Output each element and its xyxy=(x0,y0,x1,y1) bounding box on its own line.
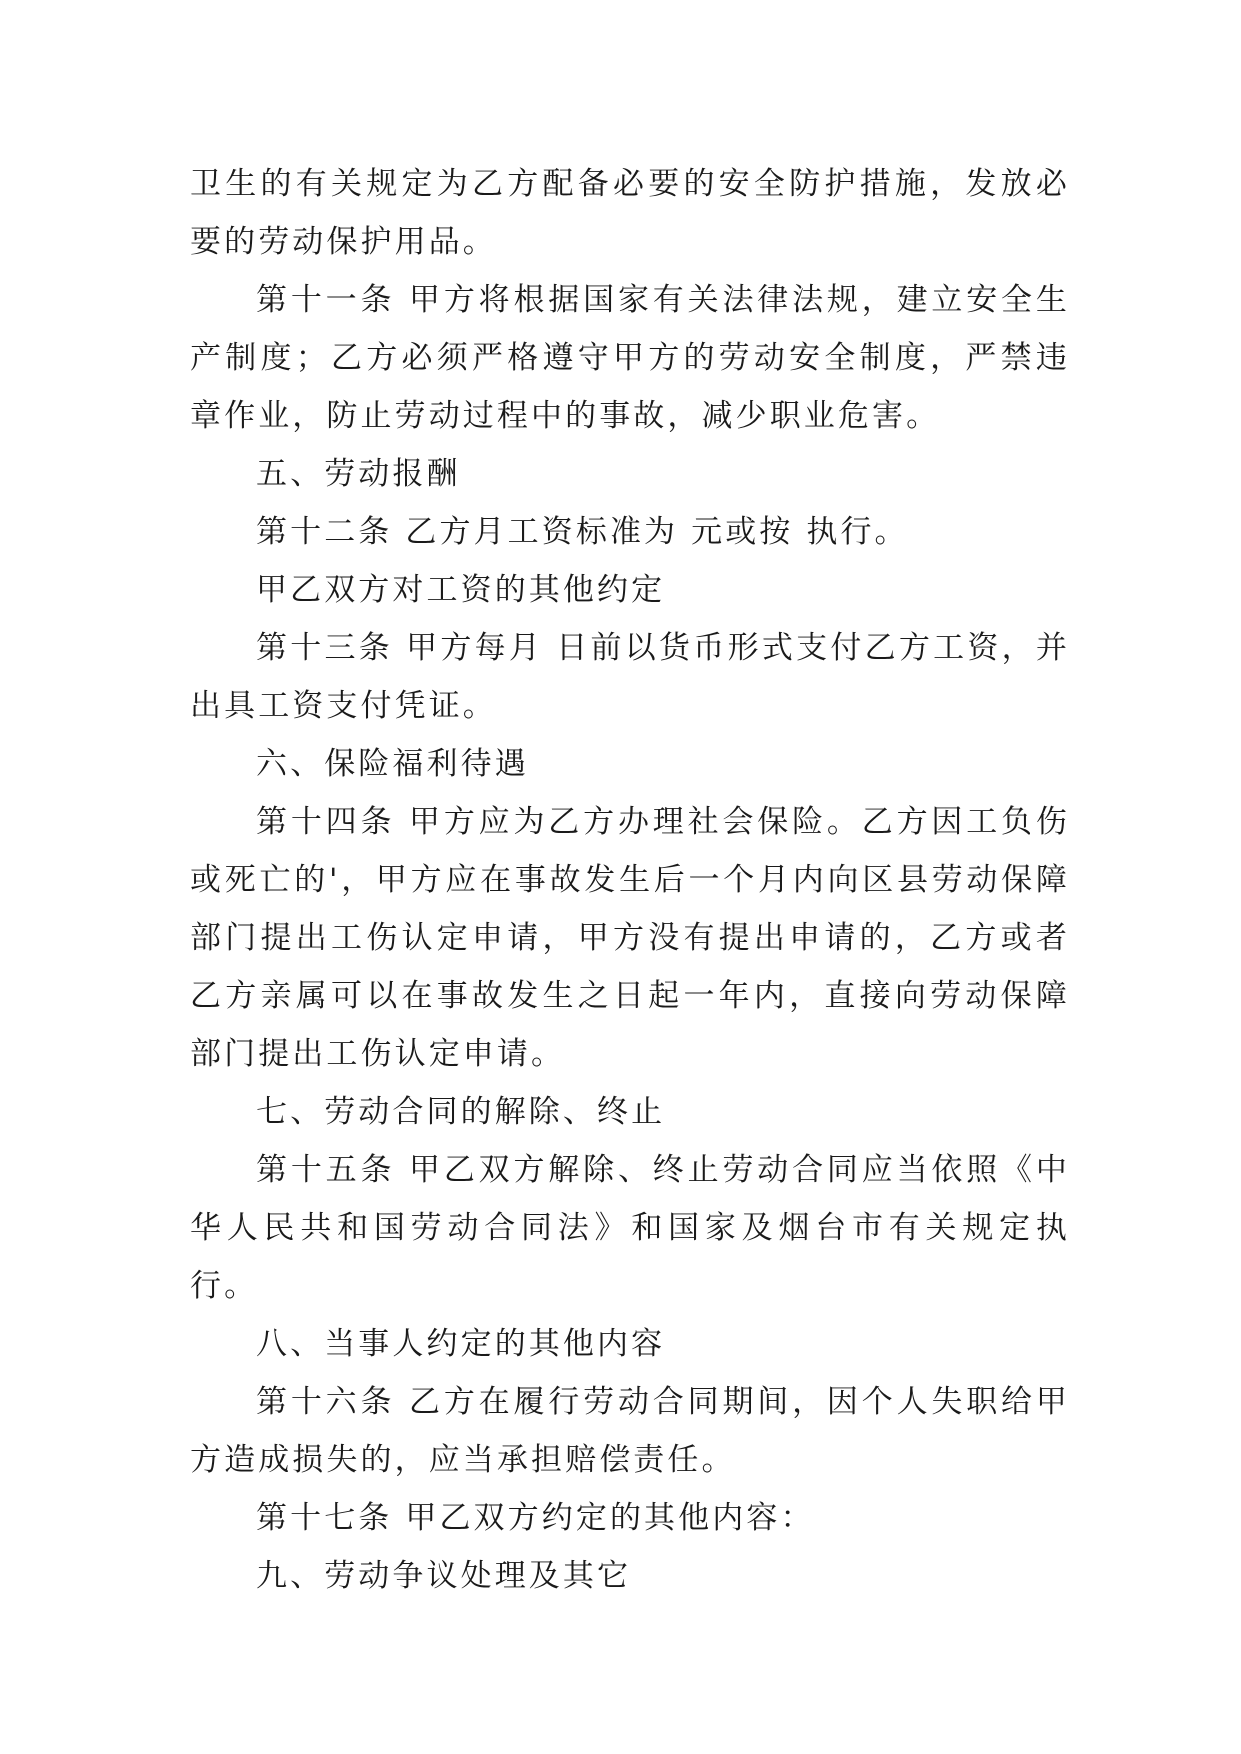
article-16: 第十六条 乙方在履行劳动合同期间，因个人失职给甲方造成损失的，应当承担赔偿责任。 xyxy=(190,1384,1070,1478)
section-heading-5: 五、劳动报酬 xyxy=(256,456,461,492)
section-heading-9: 九、劳动争议处理及其它 xyxy=(256,1558,632,1594)
article-14: 第十四条 甲方应为乙方办理社会保险。乙方因工负伤或死亡的'，甲方应在事故发生后一个月内向区县劳动保障部门提出工伤认定申请，甲方没有提出申请的，乙方或者乙方亲属可以在事故发生之日起一年内，直接向劳动保障部门提出工伤认定申请。 xyxy=(190,804,1070,1072)
paragraph-continuation: 卫生的有关规定为乙方配备必要的安全防护措施，发放必要的劳动保护用品。 xyxy=(190,166,1070,260)
article-12: 第十二条 乙方月工资标准为 元或按 执行。 xyxy=(256,514,909,550)
section-heading-6: 六、保险福利待遇 xyxy=(256,746,529,782)
wage-other-agreement: 甲乙双方对工资的其他约定 xyxy=(256,572,666,608)
section-heading-8: 八、当事人约定的其他内容 xyxy=(256,1326,666,1362)
document-body xyxy=(190,155,1070,1605)
section-heading-7: 七、劳动合同的解除、终止 xyxy=(256,1094,666,1130)
article-11: 第十一条 甲方将根据国家有关法律法规，建立安全生产制度；乙方必须严格遵守甲方的劳动安全制度，严禁违章作业，防止劳动过程中的事故，减少职业危害。 xyxy=(190,282,1070,434)
article-13: 第十三条 甲方每月 日前以货币形式支付乙方工资，并出具工资支付凭证。 xyxy=(190,630,1070,724)
article-15: 第十五条 甲乙双方解除、终止劳动合同应当依照《中华人民共和国劳动合同法》和国家及烟台市有关规定执行。 xyxy=(190,1152,1070,1304)
article-17: 第十七条 甲乙双方约定的其他内容： xyxy=(256,1500,815,1536)
